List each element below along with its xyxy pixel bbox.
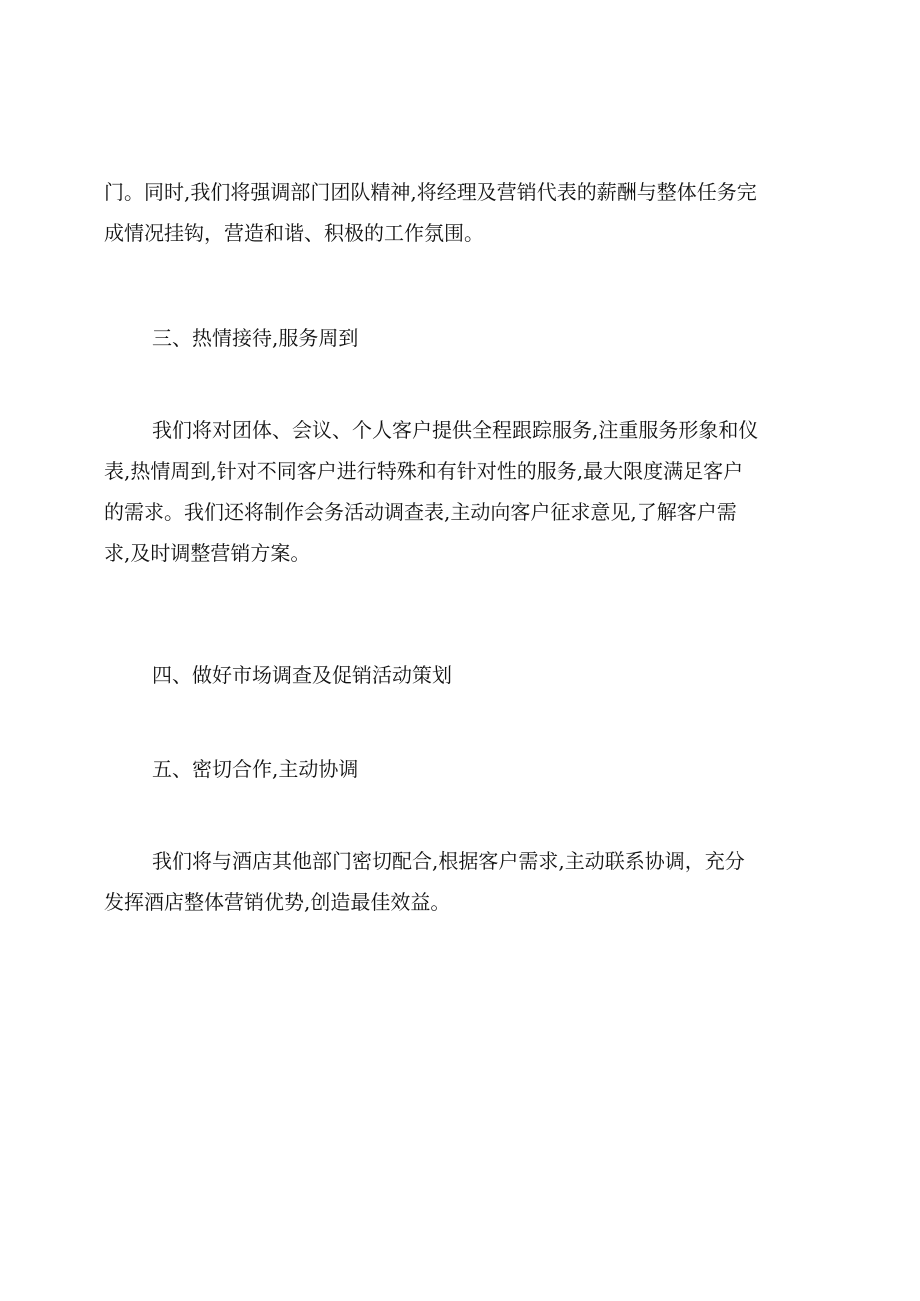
section-heading: 三、热情接待,服务周到	[152, 326, 359, 350]
text-line: 我们将对团体、会议、个人客户提供全程跟踪服务,注重服务形象和仪	[152, 418, 759, 442]
text-line: 的需求。我们还将制作会务活动调查表,主动向客户征求意见,了解客户需	[104, 500, 737, 524]
text-line: 我们将与酒店其他部门密切配合,根据客户需求,主动联系协调，充分	[152, 849, 745, 873]
text-line: 表,热情周到,针对不同客户进行特殊和有针对性的服务,最大限度满足客户	[104, 459, 744, 483]
paragraph-customer-service	[104, 410, 820, 574]
text-line: 求,及时调整营销方案。	[104, 541, 311, 565]
heading-section-three	[104, 318, 820, 359]
heading-section-five	[104, 749, 820, 790]
section-heading: 四、做好市场调查及促销活动策划	[152, 663, 452, 687]
text-line: 发挥酒店整体营销优势,创造最佳效益。	[104, 890, 451, 914]
heading-section-four	[104, 655, 820, 696]
text-line: 成情况挂钩，营造和谐、积极的工作氛围。	[104, 221, 484, 245]
text-line: 门。同时,我们将强调部门团队精神,将经理及营销代表的薪酬与整体任务完	[104, 180, 757, 204]
paragraph-cooperation	[104, 841, 820, 923]
section-heading: 五、密切合作,主动协调	[152, 757, 359, 781]
paragraph-team-spirit	[104, 172, 820, 254]
